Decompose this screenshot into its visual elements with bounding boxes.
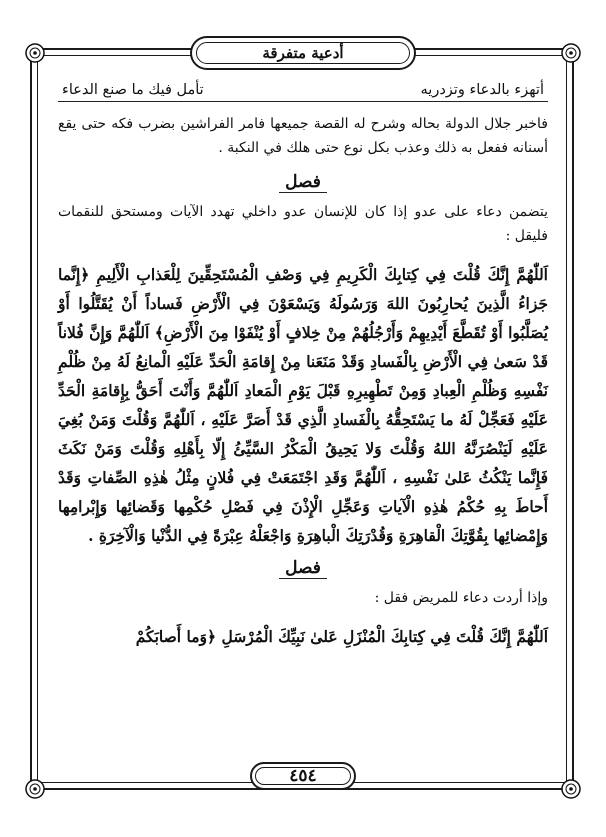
section-intro: يتضمن دعاء على عدو إذا كان للإنسان عدو داخلي تهدد الآيات ومستحق للنقمات فليقل : [58,204,548,244]
ornament-corner-icon [22,40,48,66]
page-number-plaque [250,762,356,790]
header-plaque [190,36,416,70]
verse-hemistich-left: تأمل فيك ما صنع الدعاء [62,82,204,98]
poem-verse [58,78,548,102]
section-heading [58,172,548,192]
ornament-corner-icon [558,776,584,802]
ornament-corner-icon [558,40,584,66]
page-number: ٤٥٤ [289,766,317,786]
page-content [58,78,548,659]
supplication-text: اَللّٰهُمَّ إِنَّكَ قُلْتَ فِي كِتابِكَ الْكَرِيمِ فِي وَصْفِ الْمُسْتَحِقِّينَ لِلْعَذابِ الْأَلِيمِ ﴿إِنَّما جَزاءُ الَّذِينَ يُحارِبُونَ اللهَ وَرَسُولَهُ وَيَسْعَوْنَ فِي الْأَرْضِ فَساداً أَنْ يُقَتَّلُوا أَوْ يُصَلَّبُوا أَوْ تُقَطَّعَ أَيْدِيهِمْ وَأَرْجُلُهُمْ مِنْ خِلافٍ أَوْ يُنْفَوْا مِنَ الْأَرْضِ﴾ اَللّٰهُمَّ وَإِنَّ فُلاناً قَدْ سَعىٰ فِي الْأَرْضِ بِالْفَسادِ وَقَدْ مَنَعَنا مِنْ إِقامَةِ الْحَدِّ عَلَيْهِ الْمانِعُ لَهُ مِنْ ظُلْمِ نَفْسِهِ وَظُلْمِ الْعِبادِ وَمِنْ تَطْهِيرِهِ قَبْلَ يَوْمِ الْمَعادِ اَللّٰهُمَّ وَأَنْتَ أَحَقُّ بِإِقامَةِ الْحَدِّ عَلَيْهِ فَعَجِّلْ لَهُ ما يَسْتَحِقُّهُ بِالْفَسادِ الَّذِي قَدْ أَصَرَّ عَلَيْهِ ، اَللّٰهُمَّ وَقُلْتَ وَمَنْ بُغِيَ عَلَيْهِ لَيَنْصُرَنَّهُ اللهُ وَقُلْتَ وَلا يَحِيقُ الْمَكْرُ السَّيِّئُ إِلّا بِأَهْلِهِ وَقُلْتَ وَمَنْ نَكَثَ فَإِنَّما يَنْكُثُ عَلىٰ نَفْسِهِ ، اَللّٰهُمَّ وَقَدِ اجْتَمَعَتْ فِي فُلانٍ مِثْلُ هٰذِهِ الصِّفاتِ وَقَدْ أَحاطَ بِهِ حُكْمُ هٰذِهِ الْآياتِ وَعَجِّلِ الْإِذْنَ فِي فَصْلِ حُكْمِها وَقَضائِها وَإِبْرامِها وَإِمْضائِها بِقُوَّتِكَ الْقاهِرَةِ وَقُدْرَتِكَ الْباهِرَةِ وَاجْعَلْهُ عِبْرَةً فِي الدُّنْيا وَالْآخِرَةِ . [58,265,548,545]
section-heading [58,558,548,578]
section-heading-text: فصل [279,558,327,579]
supplication-text: اَللّٰهُمَّ إِنَّكَ قُلْتَ فِي كِتابِكَ الْمُنْزَلِ عَلىٰ نَبِيِّكَ الْمُرْسَلِ ﴿وَما أَصابَكُمْ [135,627,548,646]
verse-hemistich-right: أتهزء بالدعاء وتزدريه [420,82,544,98]
section-heading-text: فصل [279,172,327,193]
story-paragraph: فاخبر جلال الدولة بحاله وشرح له القصة جميعها فامر الفراشين بضرب فكه حتى يقع أسنانه ففعل به ذلك وعذب بكل نوع حتى هلك في النكبة . [58,116,548,156]
page-title: أدعية متفرقة [262,44,344,62]
section-intro: وإذا أردت دعاء للمريض فقل : [374,590,548,606]
ornament-corner-icon [22,776,48,802]
